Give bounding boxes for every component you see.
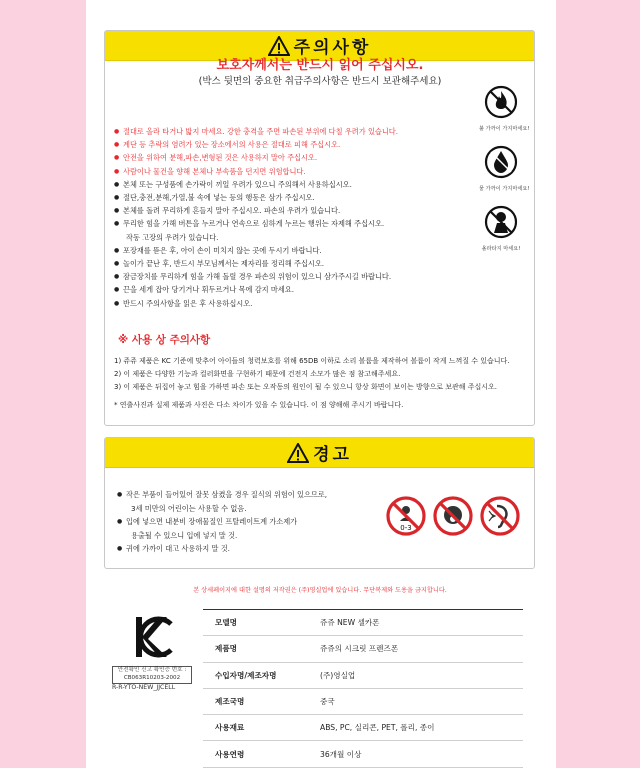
kc-info-line: 안전확인 신고 확인증 번호 : [117,667,187,673]
warning-panel [104,437,535,569]
fire-prohibited-icon [484,85,518,119]
usage-caution-title: ※ 사용 상 주의사항 [118,334,211,346]
caution-item: ● 안전을 위하여 분해,파손,변형된 것은 사용하지 말아 주십시오. [114,151,469,164]
side-icon-water [479,145,530,192]
kc-certification-icon [127,612,177,662]
caution-item: 작동 고장의 우려가 있습니다. [126,232,219,242]
kc-mark [110,612,194,666]
spec-value: 36개월 이상 [320,741,523,767]
usage-item: 2) 이 제품은 다양한 기능과 컬러화면을 구현하기 때문에 건전지 소모가 많은 점 참고해주세요. [114,370,401,378]
spec-key: 제조국명 [203,688,320,714]
age-0-3-prohibited-icon [388,498,424,534]
spec-value: 쥬쥬 NEW 셀카폰 [320,610,523,636]
spec-value: 쥬쥬의 시크릿 프렌즈폰 [320,636,523,662]
usage-item: 1) 쥬쥬 제품은 KC 기준에 맞추어 아이들의 청력보호를 위해 65DB 이하로 소리 볼륨을 제작하여 볼륨이 작게 느껴질 수 있습니다. [114,357,510,365]
warning-item: 3세 미만의 어린이는 사용할 수 없음. [131,503,247,513]
side-icon-fire [479,85,530,132]
kc-model-code: R-R-YTO-NEW_JJCELL [112,684,176,691]
spec-row [203,662,523,688]
caution-item: ● 무리한 힘을 가해 버튼을 누르거나 연속으로 심하게 누르는 행위는 자제해 주십시오. [114,217,469,230]
no-ear-icon [482,498,518,534]
spec-key: 사용연령 [203,741,320,767]
svg-text:0-3: 0-3 [400,524,412,532]
caution-subheadline: (박스 뒷면의 중요한 취급주의사항은 반드시 보관해주세요) [198,76,442,87]
caution-title: 주의사항 [293,38,372,58]
spec-key: 모델명 [203,610,320,636]
spec-row [203,715,523,741]
spec-key: 제품명 [203,636,320,662]
no-mouth-icon [435,498,471,534]
spec-key: 수입자명/제조자명 [203,662,320,688]
water-prohibited-icon [484,145,518,179]
warning-item: 용출될 수 있으니 입에 넣지 말 것. [131,530,238,540]
usage-item: 3) 이 제품은 뒤집어 놓고 힘을 가하면 파손 또는 오작동의 원인이 될 수 있으니 항상 화면이 보이는 방향으로 보관해 주십시오. [114,383,498,391]
spec-row [203,741,523,767]
warning-item: ● 입에 넣으면 내분비 장애물질인 프탈레이트계 가소제가 [117,515,377,529]
caution-item: ● 계단 등 추락의 염려가 있는 장소에서의 사용은 절대로 피해 주십시오. [114,138,469,151]
warning-title: 경고 [313,445,352,465]
kc-info-box [112,666,192,684]
side-icon-caption: 물 가까이 가지마세요! [479,186,530,192]
warning-icons [385,494,525,538]
caution-item: ● 본체를 돌려 무리하게 흔들지 말아 주십시오. 파손의 우려가 있습니다. [114,204,469,217]
spec-value: (주)영실업 [320,662,523,688]
caution-item: ● 절대로 올라 타거나 밟지 마세요. 강한 충격을 주면 파손된 부위에 다칠 우려가 있습니다. [114,125,469,138]
caution-item: ● 사람이나 물건을 향해 본체나 부속품을 던지면 위험합니다. [114,165,469,178]
warning-list [117,488,377,556]
spec-row [203,636,523,662]
warning-triangle-icon [287,443,309,463]
warning-title-bar [105,438,534,468]
photo-note: * 연출사진과 실제 제품과 사진은 다소 차이가 있을 수 있습니다. 이 점 양해해 주시기 바랍니다. [114,401,404,409]
spec-row [203,688,523,714]
kc-cert-number: CB063R10203-2002 [123,674,181,681]
caution-item: ● 잠금장치를 무리하게 힘을 가해 돌릴 경우 파손의 위험이 있으니 삼가주시길 바랍니다. [114,270,469,283]
spec-key: 사용재료 [203,715,320,741]
spec-value: 중국 [320,688,523,714]
warning-item: ● 귀에 가까이 대고 사용하지 말 것. [117,542,377,556]
caution-item: ● 놀이가 끝난 후, 반드시 부모님께서는 제자리를 정리해 주십시오. [114,257,469,270]
side-icon-caption: 올라타지 마세요! [481,246,521,252]
caution-item: ● 끈을 세게 잡아 당기거나 휘두르거나 목에 감지 마세요. [114,283,469,296]
warning-item: ● 작은 부품이 들어있어 잘못 삼켰을 경우 질식의 위험이 있으므로, [117,488,377,502]
caution-item: ● 본체 또는 구성품에 손가락이 끼일 우려가 있으니 주의해서 사용하십시오. [114,178,469,191]
side-icon-caption: 불 가까이 가지마세요! [479,126,530,132]
caution-item: ● 포장재를 뜯은 후, 아이 손이 미치지 않는 곳에 두시기 바랍니다. [114,244,469,257]
caution-item: ● 절단,충전,분해,가열,불 속에 넣는 등의 행동은 삼가 주십시오. [114,191,469,204]
caution-headline: 보호자께서는 반드시 읽어 주십시오. [216,58,424,73]
caution-item: ● 반드시 주의사항을 읽은 후 사용하십시오. [114,297,469,310]
spec-row [203,610,523,636]
choking-hazard-icon [484,205,518,239]
spec-value: ABS, PC, 실리콘, PET, 폴리, 종이 [320,715,523,741]
spec-table [203,609,523,768]
copyright-notice: 본 상세페이지에 대한 설명의 저작권은 (주)영실업에 있습니다. 무단복제와 도용을 금지합니다. [193,587,447,594]
side-icon-choking [479,205,523,252]
caution-list [114,125,469,310]
